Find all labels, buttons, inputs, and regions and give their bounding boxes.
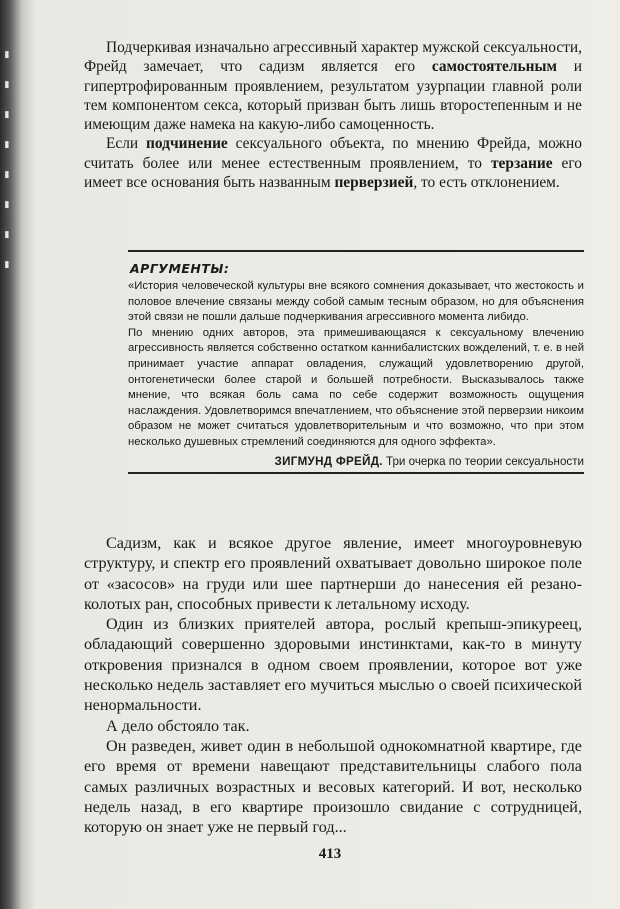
spine-shadow: ▮ ▮ ▮ ▮ ▮ ▮ ▮ ▮ [4,50,10,270]
paragraph: Садизм, как и всякое другое явление, имеет многоуровневую структуру, и спектр его проявлений охватывает довольно широкое поле от «засосов» на груди или шее партнерши до нанесения ей резано-колотых ран, способных привести к летальному исходу. [84,534,582,613]
quote-paragraph: «История человеческой культуры вне всякого сомнения доказывает, что жестокость и половое влечение связаны между собой самым тесным образом, но для объяснения этой связи не пошли дальше подчеркивания агрессивного момента либидо. [128,280,584,324]
quote-source [128,455,584,474]
main-section [84,533,582,837]
arguments-title: АРГУМЕНТЫ: [130,261,230,276]
paragraph: Подчеркивая изначально агрессивный характер мужской сексуальности, Фрейд замечает, что садизм является его самостоятельным и гипертрофированным проявлением, результатом узурпации главной роли тем компонентом секса, который призван быть лишь второстепенным и не имеющим даже намека на какую-либо самоценность. [84,39,582,134]
paragraph: Один из близких приятелей автора, рослый крепыш-эпикуреец, обладающий совершенно здоровыми инстинктами, как-то в минуту откровения признался в одном своем проявлении, которое вот уже несколько недель заставляет его мучиться мыслью о своей психической ненормальности. [84,615,582,715]
source-author: ЗИГМУНД ФРЕЙД. [274,454,383,468]
quote-paragraph: По мнению одних авторов, эта примешивающаяся к сексуальному влечению агрессивность является собственно остатком каннибалистских вожделений, т. е. в ней принимает участие аппарат овладения, служащий удовлетворению другой, онтогенетически более старой и большей потребности. Высказывалось также мнение, что всякая боль сама по себе содержит возможность ощущения наслаждения. Удовлетворимся впечатлением, что объяснение этой перверзии никоим образом не может считаться удовлетворительным и что возможно, что при этом несколько душевных стремлений соединяются для одного эффекта». [128,326,584,448]
intro-section [84,38,582,192]
page-number: 413 [318,846,342,862]
paragraph: Он разведен, живет один в небольшой однокомнатной квартире, где его время от времени навещают представительницы слабого пола самых различных возрастных и весовых категорий. И вот, несколько недель назад, в его квартире произошло свидание с сотрудницей, которую он знает уже не первый год... [84,736,582,837]
paragraph: Если подчинение сексуального объекта, по мнению Фрейда, можно считать более или менее естественным проявлением, то терзание его имеет все основания быть названным перверзией, то есть отклонением. [84,135,583,192]
arguments-box [128,250,584,474]
paragraph: А дело обстояло так. [106,716,250,735]
source-work: Три очерка по теории сексуальности [386,454,584,468]
